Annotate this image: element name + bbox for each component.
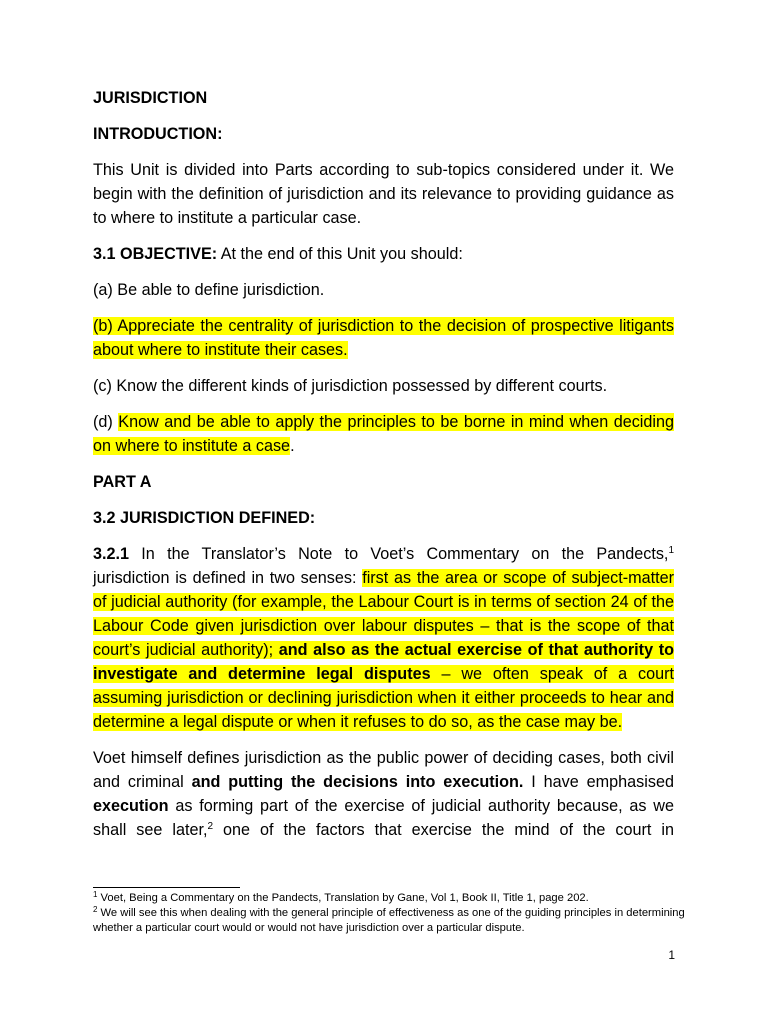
bold-text: and putting the decisions into execution. xyxy=(191,773,524,791)
paragraph-text: I have emphasised xyxy=(523,773,674,791)
objective-item-d xyxy=(93,410,674,458)
footnotes xyxy=(93,887,693,936)
bold-text: execution xyxy=(93,797,169,815)
item-d-prefix: (d) xyxy=(93,413,119,431)
objective-text: At the end of this Unit you should: xyxy=(217,245,463,263)
document-heading: JURISDICTION xyxy=(93,89,208,107)
paragraph-text: In the Translator’s Note to Voet’s Commentary on the Pandects, xyxy=(129,545,669,563)
highlighted-text: Know and be able to apply the principles to be borne in mind when deciding on where to institute a case xyxy=(93,413,674,455)
highlighted-text: (b) Appreciate the centrality of jurisdiction to the decision of prospective litigants about where to institute their cases. xyxy=(93,317,674,359)
part-a-heading: PART A xyxy=(93,473,152,491)
highlighted-text: first as the area or scope of subject-matter of judicial authority (for example, the Labour Court is in terms of section 24 of the Labour Code given jurisdiction over labour disputes – that is the scope of that court’s judicial authority); xyxy=(93,569,674,659)
footnote-text: We will see this when dealing with the general principle of effectiveness as one of the guiding principles in determining whether a particular court would or would not have jurisdiction over a particular dispute. xyxy=(93,907,685,934)
footnote-text: Voet, Being a Commentary on the Pandects, Translation by Gane, Vol 1, Book II, Title 1, page 202. xyxy=(97,892,589,904)
page-body xyxy=(93,86,674,878)
paragraph-3-2-1 xyxy=(93,542,674,734)
highlighted-bold-text: and also as the actual exercise of that authority to investigate and determine legal disputes xyxy=(93,641,674,683)
objective-paragraph xyxy=(93,242,674,266)
footnote-number: 2 xyxy=(93,905,98,914)
item-d-suffix: . xyxy=(290,437,295,455)
objective-item-a: (a) Be able to define jurisdiction. xyxy=(93,281,325,299)
introduction-title: INTRODUCTION: xyxy=(93,125,223,143)
section-3-2-title: 3.2 JURISDICTION DEFINED: xyxy=(93,509,316,527)
paragraph-voet-definition xyxy=(93,746,674,866)
footnote-2 xyxy=(93,906,693,936)
paragraph-text: one of the factors that exercise the mind of the court in xyxy=(213,821,675,839)
objective-label: 3.1 OBJECTIVE: xyxy=(93,245,218,263)
objective-item-c: (c) Know the different kinds of jurisdiction possessed by different courts. xyxy=(93,377,608,395)
highlighted-text: – we often speak of a court assuming jurisdiction or declining jurisdiction when it either proceeds to hear and determine a legal dispute or when it refuses to do so, as the case may be. xyxy=(93,665,674,731)
page-number: 1 xyxy=(668,948,675,962)
footnote-1 xyxy=(93,891,693,906)
paragraph-text: jurisdiction is defined in two senses: xyxy=(93,569,363,587)
footnote-number: 1 xyxy=(93,890,98,899)
footnote-separator xyxy=(93,887,240,888)
paragraph-text: Voet himself defines jurisdiction as the public power of deciding cases, both civil and criminal xyxy=(93,749,674,791)
paragraph-number: 3.2.1 xyxy=(93,545,130,563)
introduction-paragraph: This Unit is divided into Parts according to sub-topics considered under it. We begin with the definition of jurisdiction and its relevance to providing guidance as to where to institute a particular case. xyxy=(93,161,674,227)
objective-item-b xyxy=(93,314,674,362)
footnote-ref-1[interactable]: 1 xyxy=(668,545,674,556)
footnote-ref-2[interactable]: 2 xyxy=(207,821,214,832)
paragraph-text: as forming part of the exercise of judicial authority because, as we shall see later, xyxy=(93,797,674,839)
